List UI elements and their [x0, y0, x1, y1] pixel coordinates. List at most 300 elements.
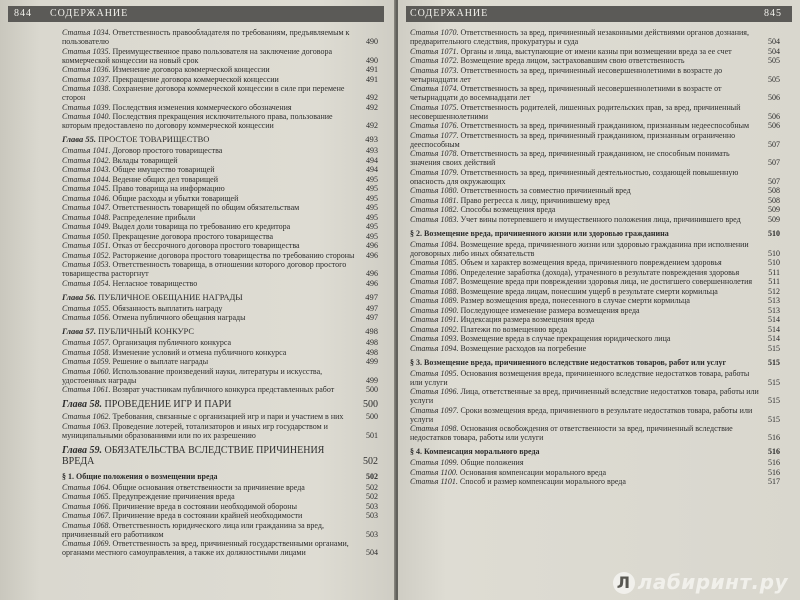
- toc-entry-title: Общие расходы и убытки товарищей: [112, 193, 239, 203]
- toc-page-number: 495: [366, 193, 378, 203]
- toc-page-number: 514: [768, 324, 780, 334]
- toc-entry: [410, 47, 780, 56]
- toc-entry-title: Ответственность за совместно причиненный вред: [460, 186, 631, 195]
- toc-page-number: 493: [366, 146, 378, 155]
- toc-page-number: 509: [768, 214, 780, 224]
- toc-article-number: Статья 1034.: [62, 28, 111, 37]
- toc-page-number: 491: [366, 65, 378, 74]
- toc-entry-title: § 2. Возмещение вреда, причиненного жизни или здоровью гражданина: [410, 228, 669, 238]
- toc-entry: [410, 186, 780, 195]
- toc-entry: [62, 175, 378, 184]
- toc-article-number: Статья 1081.: [410, 195, 459, 205]
- toc-entry-title: Ответственность за вред, причиненный гражданином, признанным ограниченно дееспособным: [410, 130, 736, 149]
- right-toc: [410, 28, 780, 487]
- toc-page-number: 504: [768, 37, 780, 46]
- toc-article-number: Глава 56.: [62, 291, 97, 302]
- toc-entry: [62, 232, 378, 241]
- toc-entry-title: Способы возмещения вреда: [460, 205, 556, 214]
- toc-page-number: 507: [768, 176, 780, 186]
- toc-entry: [410, 205, 780, 214]
- toc-page-number: 515: [768, 377, 780, 387]
- toc-entry-title: Платежи по возмещению вреда: [460, 324, 568, 334]
- toc-article-number: Статья 1089.: [410, 296, 459, 305]
- toc-entry: [62, 222, 378, 231]
- toc-page-number: 513: [768, 296, 780, 305]
- toc-entry-title: § 4. Компенсация морального вреда: [410, 447, 540, 456]
- toc-entry-title: Прекращение договора простого товарищества: [112, 231, 274, 241]
- toc-page-number: 512: [768, 286, 780, 296]
- toc-entry-title: Последствия прекращения исключительного права, пользование которым предоставлено по договору коммерческой концессии: [62, 112, 333, 130]
- right-page-title: СОДЕРЖАНИЕ: [410, 8, 489, 19]
- toc-entry-title: Ответственность товарищей по общим обязательствам: [112, 203, 300, 212]
- toc-entry-title: Ведение общих дел товарищей: [112, 174, 218, 184]
- toc-article-number: Статья 1043.: [62, 165, 111, 174]
- toc-entry-title: Право товарища на информацию: [112, 184, 225, 193]
- toc-entry: [410, 424, 780, 442]
- toc-entry-title: Отказ от бессрочного договора простого товарищества: [112, 241, 300, 250]
- toc-page-number: 516: [768, 458, 780, 467]
- toc-entry-title: Общие основания ответственности за причинение вреда: [112, 482, 305, 492]
- toc-entry-title: Прекращение договора коммерческой концессии: [112, 74, 279, 84]
- toc-entry-title: Ответственность правообладателя по требованиям, предъявляемым к пользователю: [62, 28, 350, 46]
- toc-article-number: Статья 1059.: [62, 357, 111, 366]
- toc-page-number: 496: [366, 250, 378, 260]
- toc-article-number: Статья 1085.: [410, 258, 459, 267]
- toc-entry: [62, 203, 378, 212]
- toc-page-number: 511: [768, 277, 780, 286]
- toc-entry: [410, 66, 780, 84]
- toc-entry: [410, 344, 780, 353]
- toc-article-number: Статья 1093.: [410, 334, 459, 343]
- toc-page-number: 506: [768, 121, 780, 130]
- toc-article-number: Статья 1060.: [62, 366, 111, 376]
- toc-page-number: 490: [366, 37, 378, 46]
- toc-entry: [62, 385, 378, 394]
- toc-page-number: 496: [366, 269, 378, 278]
- toc-page-number: 492: [366, 121, 378, 130]
- toc-entry-title: Объем и характер возмещения вреда, причиненного повреждением здоровья: [460, 258, 722, 267]
- toc-chapter: [62, 445, 378, 467]
- toc-entry-title: Сроки возмещения вреда, причиненного в результате недостатков товара, работы или услуги: [410, 405, 753, 424]
- toc-page-number: 495: [366, 203, 378, 212]
- toc-article-number: Статья 1088.: [410, 286, 459, 296]
- toc-entry-title: Ответственность за вред, причиненный несовершеннолетними в возрасте от четырнадцати до восемнадцати лет: [410, 84, 722, 102]
- toc-page-number: 509: [768, 205, 780, 214]
- toc-article-number: Статья 1070.: [410, 28, 459, 37]
- labirint-logo-icon: Л: [613, 572, 635, 594]
- toc-entry-title: Основания освобождения от ответственности за вред, причиненный вследствие недостатков товара, работы или услуги: [410, 424, 733, 442]
- toc-entry: [410, 121, 780, 130]
- toc-article-number: Статья 1042.: [62, 155, 111, 165]
- toc-page-number: 497: [365, 291, 378, 302]
- toc-page-number: 503: [366, 501, 378, 511]
- toc-entry: [62, 521, 378, 539]
- toc-chapter: [62, 399, 378, 410]
- toc-entry: [410, 84, 780, 102]
- toc-entry: [410, 334, 780, 343]
- toc-entry: [62, 304, 378, 313]
- toc-article-number: Глава 58.: [62, 399, 103, 410]
- toc-page-number: 491: [366, 74, 378, 84]
- toc-article-number: Статья 1044.: [62, 174, 111, 184]
- toc-entry: [62, 539, 378, 557]
- toc-entry-title: Изменение договора коммерческой концессии: [112, 65, 270, 74]
- toc-entry-title: Договор простого товарищества: [112, 146, 223, 155]
- toc-article-number: Статья 1067.: [62, 511, 111, 520]
- toc-article-number: Статья 1036.: [62, 65, 111, 74]
- toc-entry-title: Негласное товарищество: [112, 278, 198, 288]
- toc-entry-title: Ответственность за вред, причиненный деятельностью, создающей повышенную опасность для окружающих: [410, 167, 739, 186]
- toc-article-number: Статья 1061.: [62, 385, 111, 394]
- toc-entry-title: Учет вины потерпевшего и имущественного положения лица, причинившего вред: [460, 214, 741, 224]
- toc-page-number: 495: [366, 184, 378, 193]
- toc-page-number: 506: [768, 93, 780, 102]
- toc-page-number: 500: [363, 399, 378, 410]
- toc-entry: [62, 348, 378, 357]
- toc-article-number: Статья 1092.: [410, 324, 459, 334]
- toc-entry: [62, 412, 378, 421]
- toc-entry-title: Ответственность за вред, причиненный гражданином, не способным понимать значения своих действий: [410, 149, 730, 167]
- toc-entry: [410, 477, 780, 486]
- toc-article-number: Статья 1086.: [410, 267, 459, 277]
- toc-entry-title: Возмещение вреда, причиненного жизни или здоровью гражданина при исполнении договорных либо иных обязательств: [410, 239, 749, 258]
- toc-entry: [410, 306, 780, 315]
- toc-article-number: Статья 1073.: [410, 65, 459, 75]
- toc-article-number: Глава 59.: [62, 444, 103, 456]
- labirint-watermark: [613, 570, 788, 595]
- toc-page-number: 495: [366, 174, 378, 184]
- toc-entry-title: Ответственность юридического лица или гражданина за вред, причиненный его работником: [62, 520, 324, 539]
- toc-entry: [62, 511, 378, 520]
- toc-entry-title: Предупреждение причинения вреда: [112, 492, 235, 501]
- toc-article-number: Статья 1084.: [410, 239, 459, 249]
- toc-entry: [410, 296, 780, 305]
- toc-article-number: Статья 1057.: [62, 338, 111, 347]
- toc-article-number: Статья 1046.: [62, 193, 111, 203]
- left-page: [0, 0, 396, 600]
- toc-article-number: Статья 1049.: [62, 222, 111, 231]
- toc-chapter: [62, 327, 378, 336]
- toc-page-number: 502: [366, 492, 378, 501]
- toc-entry: [62, 251, 378, 260]
- toc-entry-title: Возмещение вреда при повреждении здоровья лица, не достигшего совершеннолетия: [460, 277, 753, 286]
- toc-page-number: 492: [366, 93, 378, 102]
- toc-entry-title: Решение о выплате награды: [112, 357, 209, 366]
- toc-entry-title: Проведение лотерей, тотализаторов и иных игр государством и муниципальными образованиями или по их разрешению: [62, 421, 328, 440]
- toc-entry-title: ОБЯЗАТЕЛЬСТВА ВСЛЕДСТВИЕ ПРИЧИНЕНИЯ ВРЕДА: [62, 444, 325, 467]
- toc-page-number: 501: [366, 430, 378, 440]
- toc-article-number: Статья 1037.: [62, 74, 111, 84]
- toc-entry: [62, 28, 378, 46]
- toc-section: [410, 447, 780, 456]
- toc-article-number: Статья 1076.: [410, 121, 459, 130]
- toc-page-number: 513: [768, 305, 780, 315]
- toc-article-number: Статья 1047.: [62, 203, 111, 212]
- toc-entry-title: Требования, связанные с организацией игр и пари и участием в них: [112, 412, 344, 421]
- left-toc: [62, 28, 378, 558]
- toc-entry-title: Индексация размера возмещения вреда: [460, 315, 595, 324]
- toc-article-number: Статья 1079.: [410, 167, 459, 177]
- toc-entry-title: Возмещение вреда лицам, понесшим ущерб в результате смерти кормильца: [460, 286, 718, 296]
- toc-entry: [62, 260, 378, 278]
- toc-entry-title: Распределение прибыли: [112, 212, 196, 222]
- toc-page-number: 516: [768, 447, 780, 456]
- toc-entry: [410, 458, 780, 467]
- toc-article-number: Статья 1083.: [410, 214, 459, 224]
- toc-article-number: Глава 57.: [62, 326, 97, 336]
- toc-page-number: 499: [366, 357, 378, 366]
- toc-entry-title: Общие положения: [460, 458, 524, 467]
- toc-entry: [410, 406, 780, 424]
- toc-page-number: 498: [365, 326, 378, 336]
- toc-article-number: Статья 1051.: [62, 241, 111, 250]
- toc-entry: [410, 325, 780, 334]
- toc-article-number: Статья 1050.: [62, 231, 111, 241]
- toc-entry: [62, 367, 378, 385]
- toc-page-number: 514: [768, 334, 780, 343]
- right-page-header: [406, 6, 792, 22]
- toc-entry: [62, 84, 378, 102]
- toc-page-number: 500: [366, 412, 378, 421]
- toc-page-number: 498: [366, 338, 378, 347]
- toc-entry-title: Последствия изменения коммерческого обозначения: [112, 102, 292, 112]
- toc-article-number: Статья 1065.: [62, 492, 111, 501]
- toc-entry-title: Право регресса к лицу, причинившему вред: [460, 195, 610, 205]
- toc-page-number: 495: [366, 222, 378, 231]
- toc-entry-title: § 3. Возмещение вреда, причиненного вследствие недостатков товаров, работ или услуг: [410, 357, 727, 367]
- toc-entry-title: Причинение вреда в состоянии необходимой обороны: [112, 501, 297, 511]
- toc-article-number: Статья 1069.: [62, 539, 111, 548]
- toc-article-number: Статья 1091.: [410, 315, 459, 324]
- toc-page-number: 517: [768, 477, 780, 486]
- toc-page-number: 497: [366, 313, 378, 322]
- toc-chapter: [62, 135, 378, 144]
- toc-entry: [410, 196, 780, 205]
- toc-article-number: Статья 1095.: [410, 368, 459, 378]
- toc-page-number: 492: [366, 102, 378, 112]
- toc-entry-title: Ответственность за вред, причиненный несовершеннолетними в возрасте до четырнадцати лет: [410, 65, 723, 84]
- toc-page-number: 500: [366, 385, 378, 394]
- toc-entry: [410, 315, 780, 324]
- toc-entry: [62, 422, 378, 440]
- toc-entry: [62, 75, 378, 84]
- toc-article-number: Статья 1077.: [410, 130, 459, 140]
- toc-page-number: 515: [768, 357, 780, 367]
- toc-page-number: 516: [768, 433, 780, 442]
- toc-page-number: 499: [366, 375, 378, 385]
- toc-page-number: 503: [366, 511, 378, 520]
- toc-entry: [410, 28, 780, 46]
- left-page-title: СОДЕРЖАНИЕ: [50, 8, 129, 19]
- toc-page-number: 495: [366, 231, 378, 241]
- toc-article-number: Статья 1087.: [410, 277, 459, 286]
- toc-entry-title: Органы и лица, выступающие от имени казны при возмещении вреда за ее счет: [460, 46, 732, 56]
- toc-entry: [62, 338, 378, 347]
- toc-article-number: Статья 1100.: [410, 467, 458, 477]
- toc-entry-title: Причинение вреда в состоянии крайней необходимости: [112, 511, 303, 520]
- toc-article-number: Статья 1101.: [410, 477, 458, 486]
- toc-entry: [410, 387, 780, 405]
- toc-article-number: Статья 1035.: [62, 46, 111, 56]
- toc-page-number: 505: [768, 74, 780, 84]
- toc-article-number: Статья 1056.: [62, 313, 111, 322]
- toc-page-number: 502: [363, 455, 378, 467]
- toc-entry-title: Организация публичного конкурса: [112, 338, 232, 347]
- toc-entry-title: Ответственность за вред, причиненный незаконными действиями органов дознания, предварительного следствия, прокуратуры и суда: [410, 28, 749, 46]
- toc-article-number: Статья 1068.: [62, 520, 111, 530]
- toc-entry-title: Ответственность за вред, причиненный гражданином, признанным недееспособным: [460, 121, 750, 130]
- toc-entry: [62, 184, 378, 193]
- toc-article-number: Статья 1099.: [410, 458, 459, 467]
- toc-entry: [62, 146, 378, 155]
- toc-section: [62, 472, 378, 481]
- toc-page-number: 503: [366, 529, 378, 539]
- toc-article-number: Статья 1098.: [410, 424, 459, 433]
- toc-page-number: 507: [768, 139, 780, 149]
- toc-entry: [410, 468, 780, 477]
- toc-article-number: Статья 1072.: [410, 56, 459, 65]
- toc-article-number: Статья 1074.: [410, 84, 459, 93]
- toc-page-number: 502: [366, 471, 378, 481]
- toc-entry: [62, 483, 378, 492]
- toc-entry: [410, 56, 780, 65]
- toc-article-number: Статья 1063.: [62, 421, 111, 431]
- toc-page-number: 510: [768, 258, 780, 267]
- toc-article-number: Статья 1071.: [410, 46, 459, 56]
- toc-entry-title: Основания компенсации морального вреда: [459, 467, 607, 477]
- toc-page-number: 497: [366, 303, 378, 313]
- toc-entry: [410, 131, 780, 149]
- toc-page-number: 496: [366, 278, 378, 288]
- toc-page-number: 496: [366, 241, 378, 250]
- toc-entry-title: Способ и размер компенсации морального вреда: [459, 477, 626, 486]
- toc-page-number: 515: [768, 343, 780, 353]
- toc-article-number: Статья 1066.: [62, 501, 111, 511]
- toc-entry-title: ПРОВЕДЕНИЕ ИГР И ПАРИ: [104, 399, 232, 410]
- toc-page-number: 504: [366, 548, 378, 557]
- toc-page-number: 505: [768, 56, 780, 65]
- toc-page-number: 508: [768, 186, 780, 195]
- toc-page-number: 510: [768, 248, 780, 258]
- toc-page-number: 498: [366, 347, 378, 357]
- toc-entry-title: Определение заработка (дохода), утраченного в результате повреждения здоровья: [460, 267, 740, 277]
- toc-entry: [62, 47, 378, 65]
- toc-entry: [410, 103, 780, 121]
- toc-entry-title: ПРОСТОЕ ТОВАРИЩЕСТВО: [98, 134, 210, 144]
- toc-article-number: Статья 1040.: [62, 112, 111, 121]
- toc-article-number: Статья 1055.: [62, 303, 111, 313]
- toc-entry: [410, 149, 780, 167]
- toc-entry: [410, 215, 780, 224]
- toc-chapter: [62, 293, 378, 302]
- toc-page-number: 507: [768, 158, 780, 167]
- toc-entry: [62, 357, 378, 366]
- toc-entry: [62, 502, 378, 511]
- toc-entry-title: Последующее изменение размера возмещения вреда: [460, 305, 640, 315]
- toc-article-number: Статья 1082.: [410, 205, 459, 214]
- toc-entry: [410, 258, 780, 267]
- toc-article-number: Статья 1058.: [62, 347, 111, 357]
- toc-page-number: 494: [366, 155, 378, 165]
- left-page-number: 844: [14, 8, 32, 19]
- toc-page-number: 510: [768, 228, 780, 238]
- toc-entry-title: Обязанность выплатить награду: [112, 303, 223, 313]
- toc-article-number: Статья 1052.: [62, 250, 111, 260]
- toc-page-number: 493: [365, 134, 378, 144]
- right-page: [398, 0, 800, 600]
- toc-entry: [410, 168, 780, 186]
- toc-section: [410, 358, 780, 367]
- toc-page-number: 504: [768, 46, 780, 56]
- toc-article-number: Статья 1048.: [62, 212, 111, 222]
- toc-entry: [62, 65, 378, 74]
- toc-entry-title: Возмещение расходов на погребение: [460, 343, 587, 353]
- toc-entry-title: Расторжение договора простого товарищества по требованию стороны: [112, 250, 355, 260]
- toc-entry-title: Возмещение вреда лицом, застраховавшим свою ответственность: [460, 56, 685, 65]
- watermark-text: лабиринт.ру: [637, 569, 788, 594]
- toc-article-number: Статья 1075.: [410, 102, 459, 112]
- toc-entry: [410, 268, 780, 277]
- toc-article-number: Статья 1038.: [62, 84, 111, 93]
- toc-entry: [62, 194, 378, 203]
- toc-entry: [62, 165, 378, 174]
- toc-entry: [62, 313, 378, 322]
- toc-entry-title: Отмена публичного обещания награды: [112, 313, 246, 322]
- toc-entry: [62, 492, 378, 501]
- toc-page-number: 515: [768, 396, 780, 405]
- right-page-number: 845: [764, 8, 782, 19]
- toc-article-number: Статья 1054.: [62, 278, 111, 288]
- toc-entry-title: Вклады товарищей: [112, 155, 178, 165]
- toc-article-number: Глава 55.: [62, 134, 97, 144]
- toc-page-number: 502: [366, 482, 378, 492]
- toc-section: [410, 229, 780, 238]
- toc-entry: [410, 369, 780, 387]
- toc-article-number: Статья 1096.: [410, 387, 459, 396]
- toc-article-number: Статья 1094.: [410, 343, 459, 353]
- toc-article-number: Статья 1078.: [410, 149, 459, 158]
- toc-entry-title: Выдел доли товарища по требованию его кредитора: [112, 222, 291, 231]
- toc-article-number: Статья 1090.: [410, 305, 459, 315]
- left-page-header: [8, 6, 384, 22]
- toc-entry: [410, 287, 780, 296]
- toc-article-number: Статья 1039.: [62, 102, 111, 112]
- toc-page-number: 506: [768, 111, 780, 121]
- toc-entry-title: Возврат участникам публичного конкурса представленных работ: [112, 385, 335, 394]
- toc-entry-title: Возмещение вреда в случае прекращения юридического лица: [460, 334, 671, 343]
- toc-article-number: Статья 1080.: [410, 186, 459, 195]
- toc-entry: [62, 213, 378, 222]
- toc-entry-title: Ответственность товарища, в отношении которого договор простого товарищества расторгнут: [62, 260, 347, 278]
- toc-article-number: Статья 1064.: [62, 482, 111, 492]
- toc-entry: [410, 240, 780, 258]
- toc-page-number: 515: [768, 414, 780, 424]
- toc-page-number: 511: [768, 267, 780, 277]
- toc-page-number: 514: [768, 315, 780, 324]
- toc-article-number: Статья 1097.: [410, 405, 459, 415]
- toc-entry-title: § 1. Общие положения о возмещении вреда: [62, 471, 218, 481]
- toc-entry-title: ПУБЛИЧНЫЙ КОНКУРС: [98, 326, 194, 336]
- toc-entry-title: Ответственность родителей, лишенных родительских прав, за вред, причиненный несовершеннолетними: [410, 102, 741, 121]
- toc-entry-title: Основания возмещения вреда, причиненного вследствие недостатков товара, работы или услуги: [410, 368, 750, 387]
- toc-entry: [410, 277, 780, 286]
- toc-entry-title: Ответственность за вред, причиненный государственными органами, органами местного самоуправления, а также их должностными лицами: [62, 539, 349, 557]
- toc-page-number: 494: [366, 165, 378, 174]
- toc-entry-title: ПУБЛИЧНОЕ ОБЕЩАНИЕ НАГРАДЫ: [98, 291, 243, 302]
- toc-page-number: 516: [768, 467, 780, 477]
- toc-article-number: Статья 1053.: [62, 260, 111, 269]
- toc-entry-title: Общее имущество товарищей: [112, 165, 215, 174]
